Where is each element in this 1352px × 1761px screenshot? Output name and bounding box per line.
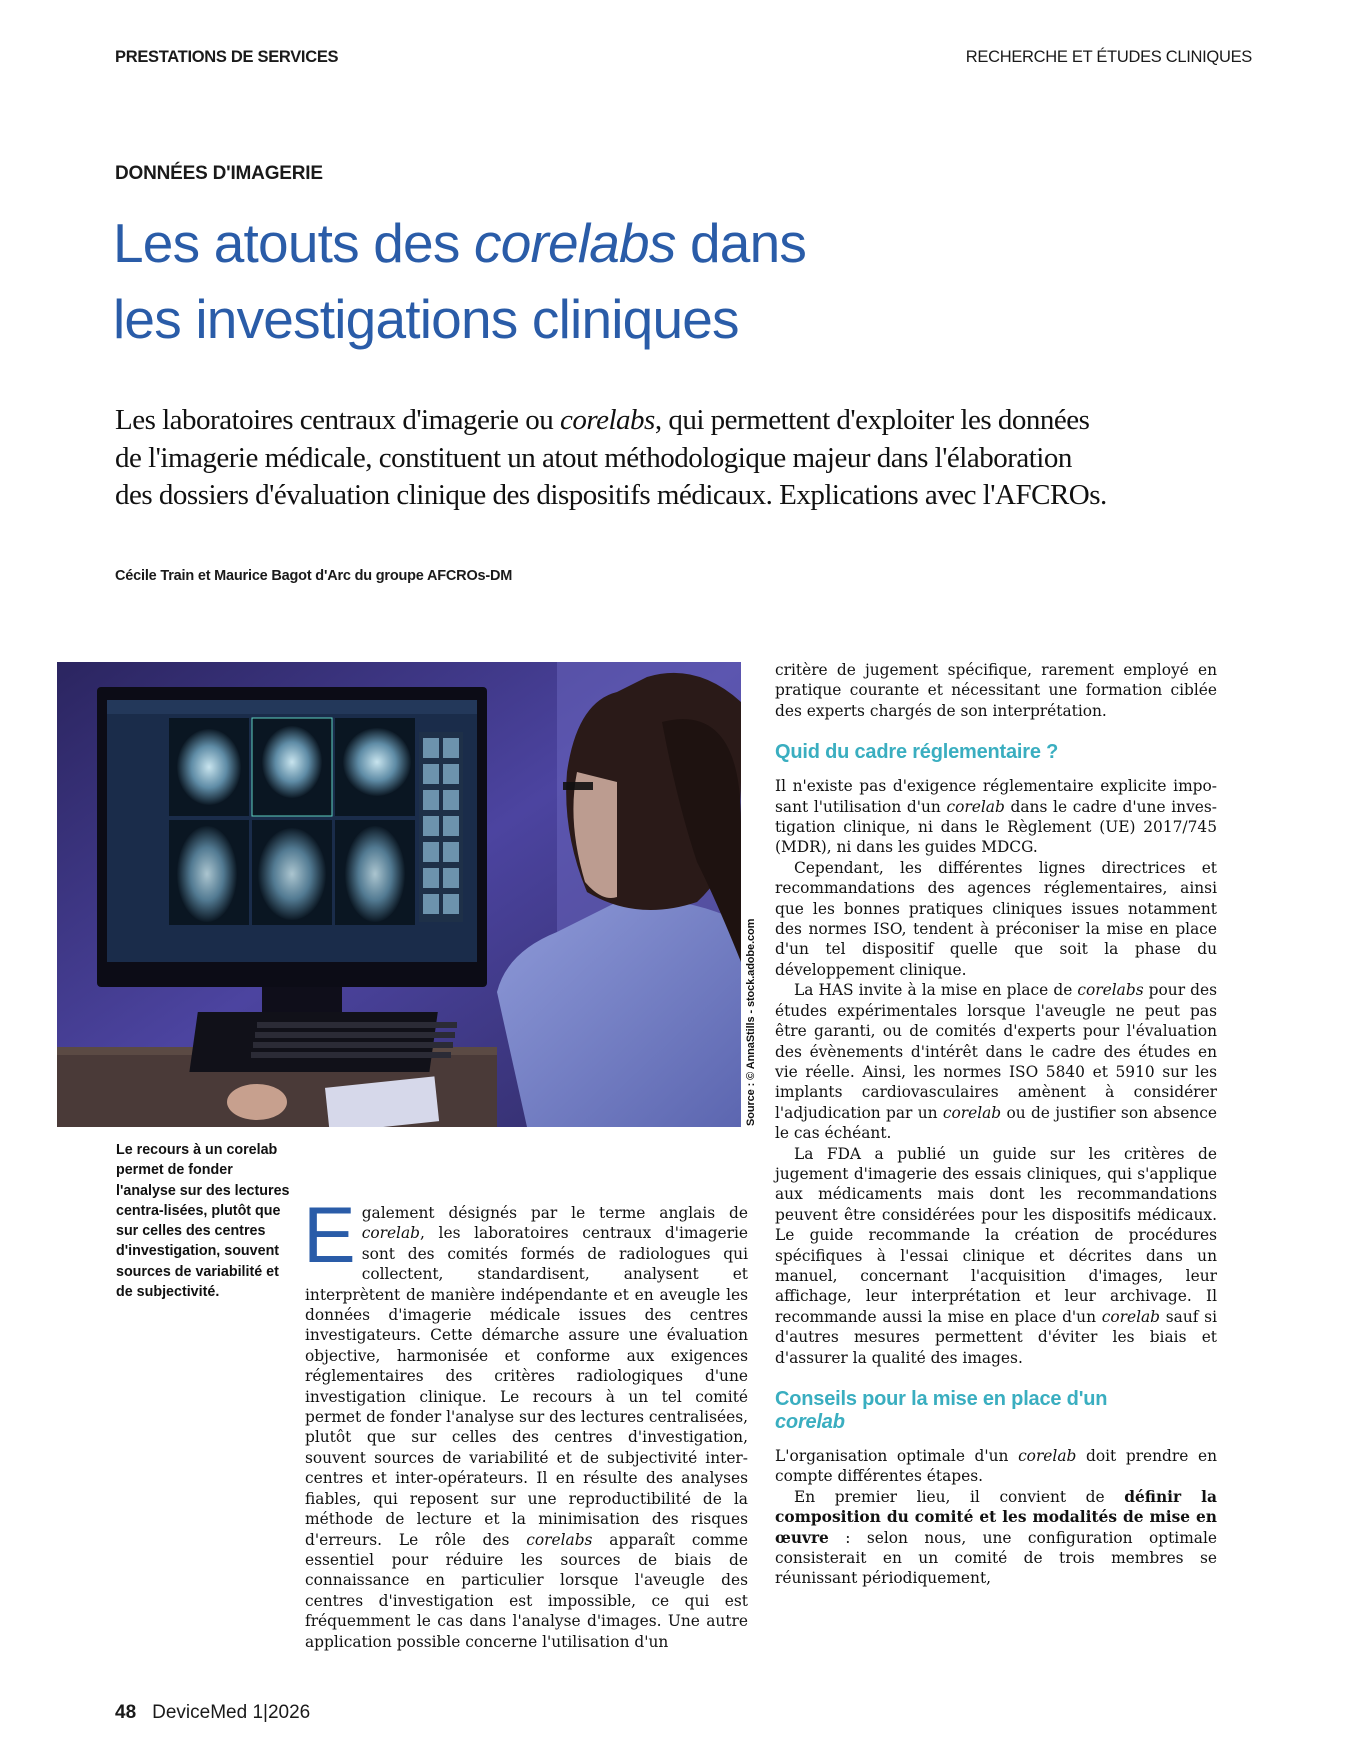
article-title <box>113 205 1213 357</box>
title-line2: les investigations cliniques <box>113 288 739 350</box>
page-number: 48 <box>115 1702 137 1723</box>
title-part2: dans <box>675 212 807 274</box>
italic-term: corelabs <box>526 1530 593 1549</box>
publication-issue: DeviceMed 1|2026 <box>152 1702 311 1723</box>
lede-text: Les laboratoires centraux d'imagerie ou <box>115 404 561 436</box>
lede-italic: corelabs <box>560 404 655 436</box>
article-authors: Cécile Train et Maurice Bagot d'Arc du groupe AFCROs-DM <box>115 568 513 584</box>
text: L'organisation optimale d'un <box>775 1447 1019 1465</box>
article-lede <box>115 402 1115 515</box>
text: La FDA a publié un guide sur les critères de jugement d'imagerie des essais cliniques, qui s'applique aux médicaments mais dont les recommandations peuvent être considérées pour les dispositifs médicaux. Le guide recommande la création de procédures spécifiques à l'essai clinique et décrites dans un manuel, concernant l'acquisition d'images, leur affichage, leur interprétation et leur archivage. Il recommande aussi la mise en place d'un <box>775 1144 1217 1326</box>
text: La HAS invite à la mise en place de <box>794 981 1078 1000</box>
text: , les laboratoires centraux d'imagerie sont des comités formés de radiologues qui collectent, standardisent, analysent et interprètent de manière indépendante et en aveugle les données d'imagerie médicale issues des centres investigateurs. Cette démarche assure une évaluation objective, harmonisée et conforme aux exigences réglementaires des critères radiologiques d'une investigation clinique. Le recours à un tel comité permet de fonder l'analyse sur des lectures centralisées, plutôt que sur celles des centres d'investigation, souvent sources de variabilité et de subjectivité inter-centres et inter-opérateurs. Il en résulte des analyses fiables, qui reposent sur une reproductibilité de la méthode de lecture et la minimisation des risques d'erreurs. Le rôle des <box>305 1224 748 1549</box>
paragraph <box>775 980 1217 1143</box>
body-column-right <box>775 660 1217 1589</box>
italic-term: corelab <box>942 1103 1002 1122</box>
italic-term: corelab <box>361 1224 421 1243</box>
paragraph <box>775 1144 1217 1368</box>
subheading-regulatory: Quid du cadre réglementaire ? <box>775 741 1059 764</box>
text: pour des études expérimentales lorsque l'aveugle ne peut pas être garanti, ou de comités d'experts pour l'évaluation des évènements d'intérêt dans le cadre des études en vie réelle. Ainsi, les normes ISO 5840 et 5910 sur les implants cardiovasculaires amènent à considérer l'adjudication par un <box>775 981 1217 1122</box>
text: Il n'existe pas d'exigence réglementaire explicite imposant l'utilisation d'un <box>775 777 1217 816</box>
paragraph: critère de jugement spécifique, rarement employé en pratique courante et nécessitant une formation ciblée des experts chargés de son interprétation. <box>775 661 1217 720</box>
title-italic: corelabs <box>474 212 676 274</box>
italic-term: corelab <box>1018 1447 1077 1465</box>
photo-caption: Le recours à un corelab permet de fonder l'analyse sur des lectures centra-lisées, plutôt que sur celles des centres d'investigation, souvent sources de variabilité et de subjectivité. <box>116 1142 290 1301</box>
text: apparaît comme essentiel pour réduire les sources de biais de connaissance en particulier lorsque l'aveugle des centres d'investigation est impossible, ce qui est fréquemment le cas dans l'analyse d'images. Une autre application possible concerne l'utilisation d'un <box>305 1530 748 1651</box>
article-kicker: DONNÉES D'IMAGERIE <box>115 163 323 184</box>
text: galement désignés par le terme anglais de <box>361 1204 748 1222</box>
paragraph <box>303 1190 748 1652</box>
drop-cap: E <box>303 1190 356 1279</box>
text: ou de justifier son absence le cas échéant. <box>775 1103 1217 1143</box>
title-part1: Les atouts des <box>113 212 475 274</box>
subheading-advice <box>775 1388 1217 1434</box>
text: : selon nous, une configuration optimale consisterait en un comité de trois membres se réunissant périodiquement, <box>775 1528 1217 1588</box>
italic-term: corelab <box>1101 1307 1161 1326</box>
subheading-text: Conseils pour la mise en place d'un <box>775 1388 1108 1410</box>
body-column-middle <box>303 1190 748 1652</box>
article-photo <box>57 662 741 1127</box>
text: doit prendre en compte différentes étapes. <box>775 1447 1217 1486</box>
italic-term: corelab <box>946 797 1005 816</box>
text: En premier lieu, il convient de <box>794 1487 1125 1506</box>
italic-term: corelabs <box>1077 981 1144 1000</box>
paragraph: Cependant, les différentes lignes directrices et recommandations des agences réglementaires, ainsi que les bonnes pratiques cliniques issues notamment des normes ISO, tendent à préconiser la mise en place d'un tel dispositif quelle que soit la phase du développement clinique. <box>775 858 1217 979</box>
bold-text: définir la composition du comité et les modalités de mise en œuvre <box>775 1487 1217 1547</box>
lede-text-2: , qui permettent d'exploiter les données de l'imagerie médicale, constituent un atout méthodologique majeur dans l'élaboration des dossiers d'évaluation clinique des dispositifs médicaux. Explications avec l'AFCROs. <box>115 404 1107 511</box>
subheading-italic: corelab <box>775 1411 845 1433</box>
section-header-left: PRESTATIONS DE SERVICES <box>115 48 339 66</box>
paragraph <box>775 776 1217 858</box>
paragraph <box>775 1487 1217 1589</box>
paragraph <box>775 1446 1217 1487</box>
radiologist-photo-illustration <box>57 662 741 1127</box>
page-footer <box>115 1702 310 1724</box>
photo-credit: Source : © AnnaStills - stock.adobe.com <box>745 918 757 1126</box>
text: sauf si d'autres mesures permettent d'éviter les biais et d'assurer la qualité des images. <box>775 1307 1217 1367</box>
text: dans le cadre d'une investigation clinique, ni dans le Règlement (UE) 2017/745 (MDR), ni dans les guides MDCG. <box>775 797 1217 857</box>
section-header-right: RECHERCHE ET ÉTUDES CLINIQUES <box>965 48 1252 66</box>
